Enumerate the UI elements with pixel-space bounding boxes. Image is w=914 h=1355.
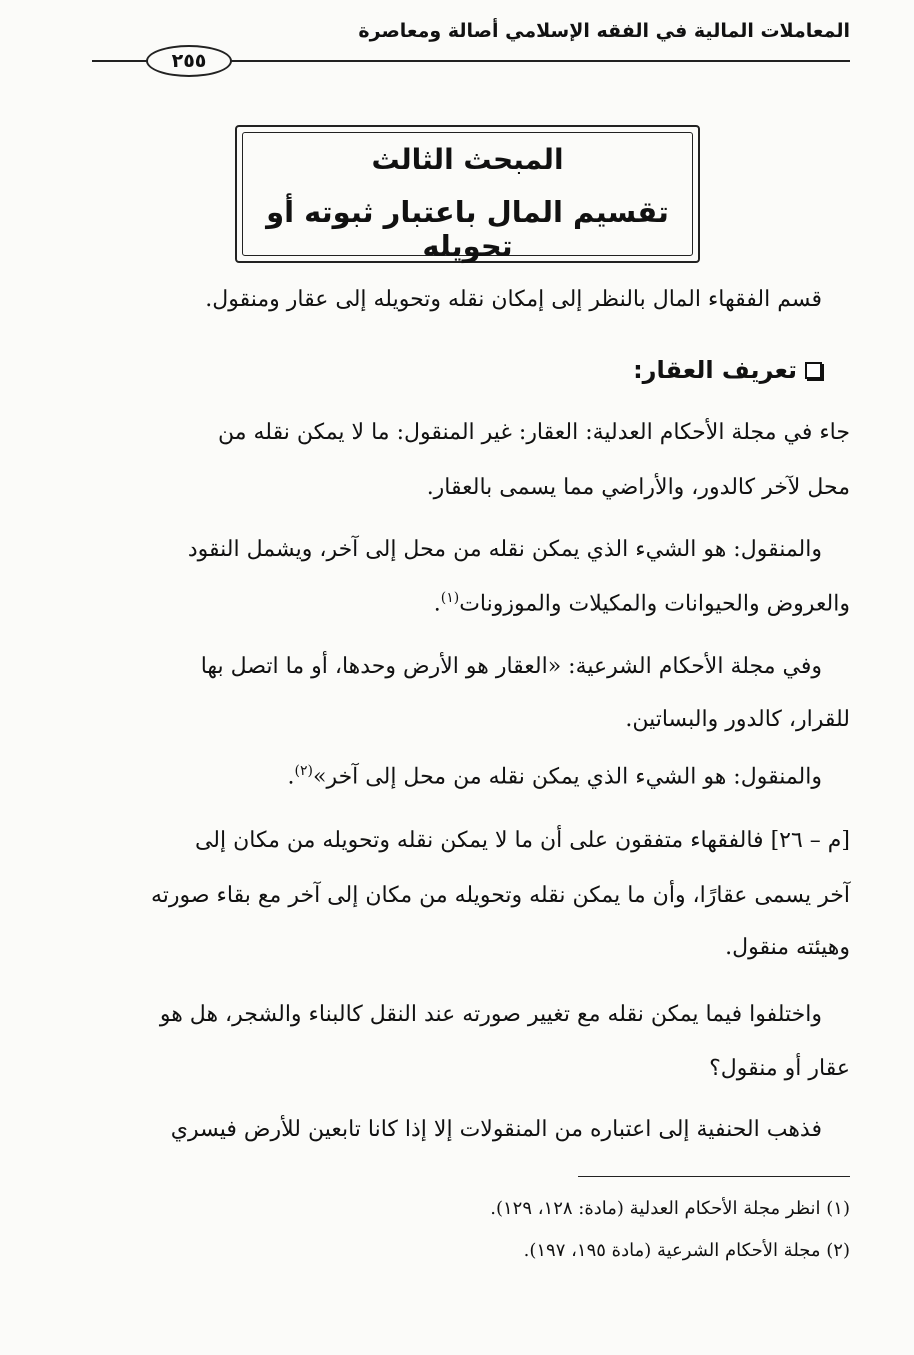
paragraph-line: للقرار، كالدور والبساتين. [625, 707, 850, 732]
intro-paragraph: قسم الفقهاء المال بالنظر إلى إمكان نقله وتحويله إلى عقار ومنقول. [205, 287, 822, 312]
paragraph-text: . [287, 764, 295, 790]
paragraph-text: والعروض والحيوانات والمكيلات والموزونات [459, 591, 850, 617]
paragraph-line: [م – ٢٦] فالفقهاء متفقون على أن ما لا يمكن نقله وتحويله من مكان إلى [194, 828, 850, 853]
paragraph-line: عقار أو منقول؟ [709, 1056, 850, 1081]
paragraph-line: محل لآخر كالدور، والأراضي مما يسمى بالعقار. [426, 475, 850, 500]
section-heading [633, 356, 822, 384]
chapter-label: المبحث الثالث [371, 143, 564, 176]
paragraph-line: جاء في مجلة الأحكام العدلية: العقار: غير المنقول: ما لا يمكن نقله من [217, 420, 850, 445]
footnote-ref: (٢) [294, 763, 313, 779]
section-heading-text: تعريف العقار: [633, 356, 797, 384]
footnote-rule [578, 1176, 850, 1177]
chapter-title: تقسيم المال باعتبار ثبوته أو تحويله [266, 195, 669, 263]
paragraph-line [434, 590, 850, 616]
paragraph-line: فذهب الحنفية إلى اعتباره من المنقولات إلا إذا كانا تابعين للأرض فيسري [170, 1117, 822, 1142]
paragraph-line [288, 763, 822, 789]
footnote-ref: (١) [440, 590, 460, 606]
paragraph-text: . [433, 591, 441, 617]
paragraph-line: واختلفوا فيما يمكن نقله مع تغيير صورته عند النقل كالبناء والشجر، هل هو [159, 1002, 822, 1027]
running-head-title: المعاملات المالية في الفقه الإسلامي أصالة ومعاصرة [358, 20, 850, 42]
paragraph-line: وفي مجلة الأحكام الشرعية: «العقار هو الأرض وحدها، أو ما اتصل بها [200, 654, 822, 679]
footnote: (٢) مجلة الأحكام الشرعية (مادة ١٩٥، ١٩٧). [523, 1240, 850, 1261]
footnote: (١) انظر مجلة الأحكام العدلية (مادة: ١٢٨، ١٢٩). [490, 1198, 850, 1219]
page-number: ٢٥٥ [146, 45, 232, 77]
chapter-title-box [235, 125, 700, 263]
paragraph-line: والمنقول: هو الشيء الذي يمكن نقله من محل إلى آخر، ويشمل النقود [187, 537, 822, 562]
paragraph-text: والمنقول: هو الشيء الذي يمكن نقله من محل إلى آخر» [312, 764, 822, 790]
paragraph-line: وهيئته منقول. [725, 935, 850, 960]
square-bullet-icon [805, 362, 822, 379]
paragraph-line: آخر يسمى عقارًا، وأن ما يمكن نقله وتحويله من مكان إلى آخر مع بقاء صورته [150, 883, 850, 908]
